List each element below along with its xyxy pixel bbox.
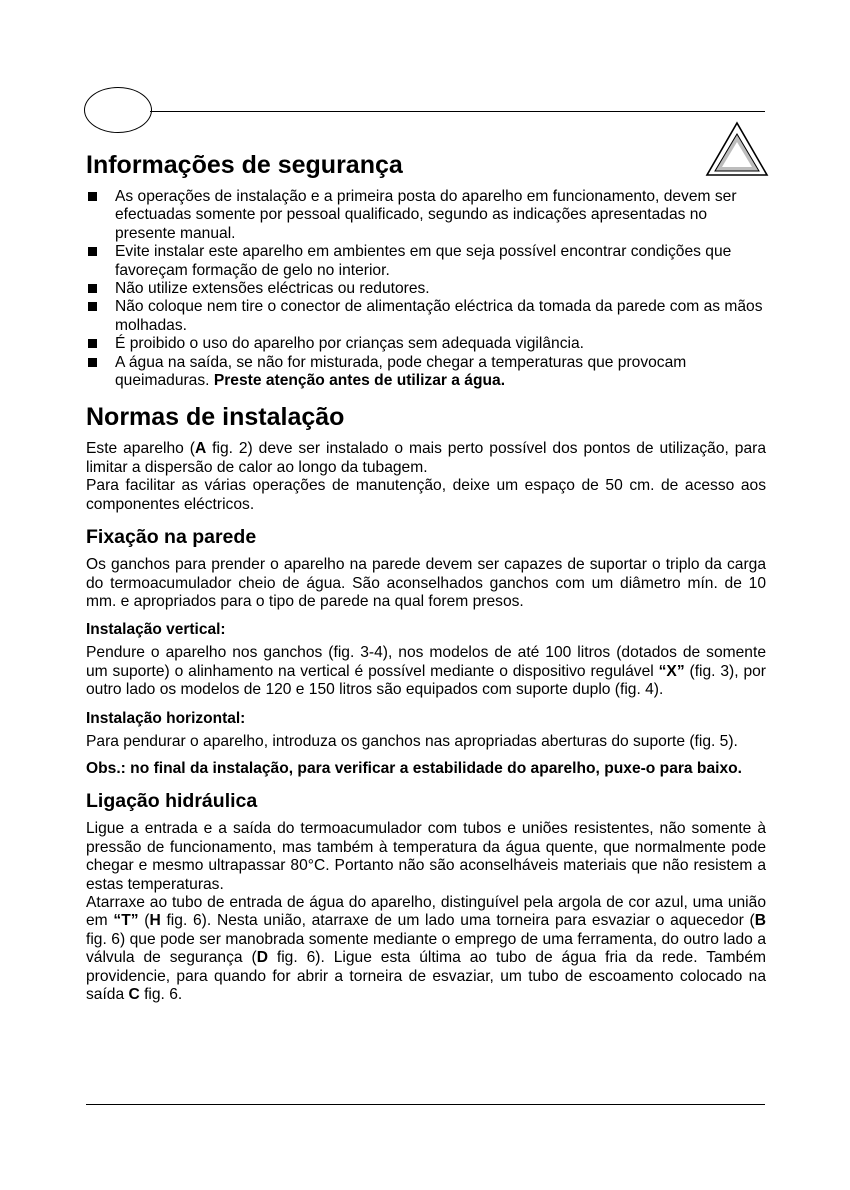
- page-content: [86, 148, 766, 1004]
- safety-list: [86, 188, 766, 390]
- safety-warning-bold: Preste atenção antes de utilizar a água.: [213, 372, 506, 390]
- hydraulic-heading: Ligação hidráulica: [86, 790, 258, 813]
- hydraulic-paragraph-2: Atarraxe ao tubo de entrada de água do aparelho, distinguível pela argola de cor azul, uma união em “T” (H fig. 6). Nesta união, atarraxe de um lado uma torneira para esvaziar o aquecedor (B fig. 6) que pode ser manobrada somente mediante o emprego de uma ferramenta, do outro lado a válvula de segurança (D fig. 6). Ligue esta última ao tubo de água fria da rede. Também providencie, para quando for abrir a torneira de esvaziar, um tubo de escoamento colocado na saída C fig. 6.: [86, 893, 767, 1003]
- stability-note: Obs.: no final da instalação, para verificar a estabilidade do aparelho, puxe-o para baixo.: [86, 759, 742, 777]
- list-item: É proibido o uso do aparelho por crianças sem adequada vigilância.: [86, 335, 766, 353]
- vertical-install-paragraph: Pendure o aparelho nos ganchos (fig. 3-4), nos modelos de até 100 litros (dotados de somente um suporte) o alinhamento na vertical é possível mediante o dispositivo regulável “X” (fig. 3), por outro lado os modelos de 120 e 150 litros são equipados com suporte duplo (fig. 4).: [86, 644, 767, 699]
- horizontal-install-heading: Instalação horizontal:: [86, 709, 246, 727]
- installation-heading: Normas de instalação: [86, 403, 345, 432]
- bullet-square-icon: [88, 192, 97, 201]
- bullet-square-icon: [88, 284, 97, 293]
- bullet-square-icon: [88, 339, 97, 348]
- installation-paragraph-1: Este aparelho (A fig. 2) deve ser instalado o mais perto possível dos pontos de utilização, para limitar a dispersão de calor ao longo da tubagem.: [86, 440, 766, 476]
- list-item: Evite instalar este aparelho em ambientes em que seja possível encontrar condições que favoreçam formação de gelo no interior.: [86, 243, 766, 280]
- list-item: A água na saída, se não for misturada, pode chegar a temperaturas que provocam queimaduras. Preste atenção antes de utilizar a água.: [86, 354, 766, 391]
- vertical-install-heading: Instalação vertical:: [86, 621, 226, 639]
- safety-heading: Informações de segurança: [86, 151, 403, 179]
- language-tab-oval: [84, 87, 152, 133]
- footer-rule: [86, 1104, 765, 1105]
- list-item: As operações de instalação e a primeira posta do aparelho em funcionamento, devem ser efectuadas somente por pessoal qualificado, segundo as indicações apresentadas no presente manual.: [86, 188, 766, 243]
- list-item: Não utilize extensões eléctricas ou redutores.: [86, 280, 766, 298]
- wall-mounting-paragraph: Os ganchos para prender o aparelho na parede devem ser capazes de suportar o triplo da carga do termoacumulador cheio de água. São aconselhados ganchos com um diâmetro mín. de 10 mm. e apropriados para o tipo de parede na qual forem presos.: [86, 556, 766, 610]
- bullet-square-icon: [88, 247, 97, 256]
- header-rule: [150, 111, 765, 112]
- list-item: Não coloque nem tire o conector de alimentação eléctrica da tomada da parede com as mãos molhadas.: [86, 298, 766, 335]
- bullet-square-icon: [88, 358, 97, 367]
- installation-paragraph-2: Para facilitar as várias operações de manutenção, deixe um espaço de 50 cm. de acesso aos componentes eléctricos.: [86, 477, 766, 513]
- horizontal-install-paragraph: Para pendurar o aparelho, introduza os ganchos nas apropriadas aberturas do suporte (fig. 5).: [86, 732, 738, 750]
- hydraulic-paragraph-1: Ligue a entrada e a saída do termoacumulador com tubos e uniões resistentes, não somente à pressão de funcionamento, mas também à temperatura da água quente, que normalmente pode chegar e mesmo ultrapassar 80°C. Portanto não são aconselháveis materiais que não resistem a estas temperaturas.: [86, 820, 766, 893]
- wall-mounting-heading: Fixação na parede: [86, 526, 257, 549]
- bullet-square-icon: [88, 302, 97, 311]
